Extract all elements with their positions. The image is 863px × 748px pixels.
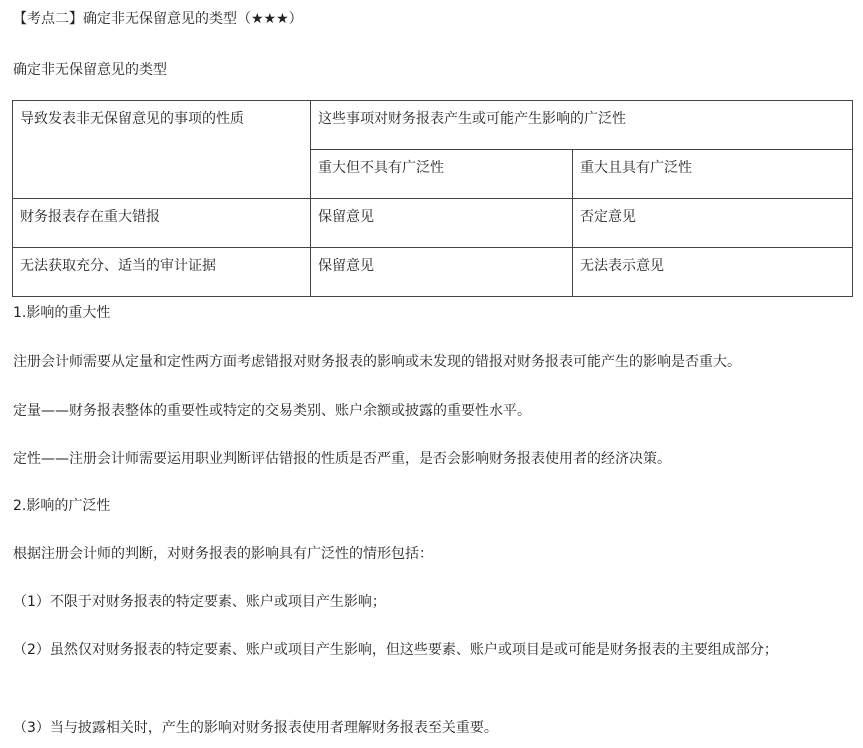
row-col2-cell: 无法表示意见: [573, 248, 853, 297]
list-item: （3）当与披露相关时，产生的影响对财务报表使用者理解财务报表至关重要。: [13, 720, 498, 736]
header-top-cell: 这些事项对财务报表产生或可能产生影响的广泛性: [311, 101, 853, 150]
table-row: [13, 199, 853, 248]
paragraph-pervasiveness-title: 2.影响的广泛性: [13, 498, 111, 514]
row-col2-cell: 否定意见: [573, 199, 853, 248]
row-col1-cell: 保留意见: [311, 199, 573, 248]
list-item: （2）虽然仅对财务报表的特定要素、账户或项目产生影响，但这些要素、账户或项目是或可能是财务报表的主要组成部分；: [13, 642, 778, 658]
paragraph-materiality-title: 1.影响的重大性: [13, 305, 111, 321]
sub-col2-cell: 重大且具有广泛性: [573, 150, 853, 199]
section-heading: 【考点二】确定非无保留意见的类型（★★★）: [13, 11, 303, 27]
table-row: [13, 248, 853, 297]
table-row: [13, 101, 853, 150]
header-left-cell: 导致发表非无保留意见的事项的性质: [13, 101, 311, 199]
sub-col1-cell: 重大但不具有广泛性: [311, 150, 573, 199]
subheading: 确定非无保留意见的类型: [13, 62, 167, 78]
paragraph: 根据注册会计师的判断，对财务报表的影响具有广泛性的情形包括：: [13, 546, 433, 562]
row-col1-cell: 保留意见: [311, 248, 573, 297]
row-label-cell: 财务报表存在重大错报: [13, 199, 311, 248]
row-label-cell: 无法获取充分、适当的审计证据: [13, 248, 311, 297]
paragraph: 注册会计师需要从定量和定性两方面考虑错报对财务报表的影响或未发现的错报对财务报表可能产生的影响是否重大。: [13, 354, 741, 370]
paragraph: 定量——财务报表整体的重要性或特定的交易类别、账户余额或披露的重要性水平。: [13, 403, 531, 419]
opinion-type-table: [12, 100, 853, 297]
list-item: （1）不限于对财务报表的特定要素、账户或项目产生影响；: [13, 594, 386, 610]
paragraph: 定性——注册会计师需要运用职业判断评估错报的性质是否严重，是否会影响财务报表使用者的经济决策。: [13, 451, 671, 467]
